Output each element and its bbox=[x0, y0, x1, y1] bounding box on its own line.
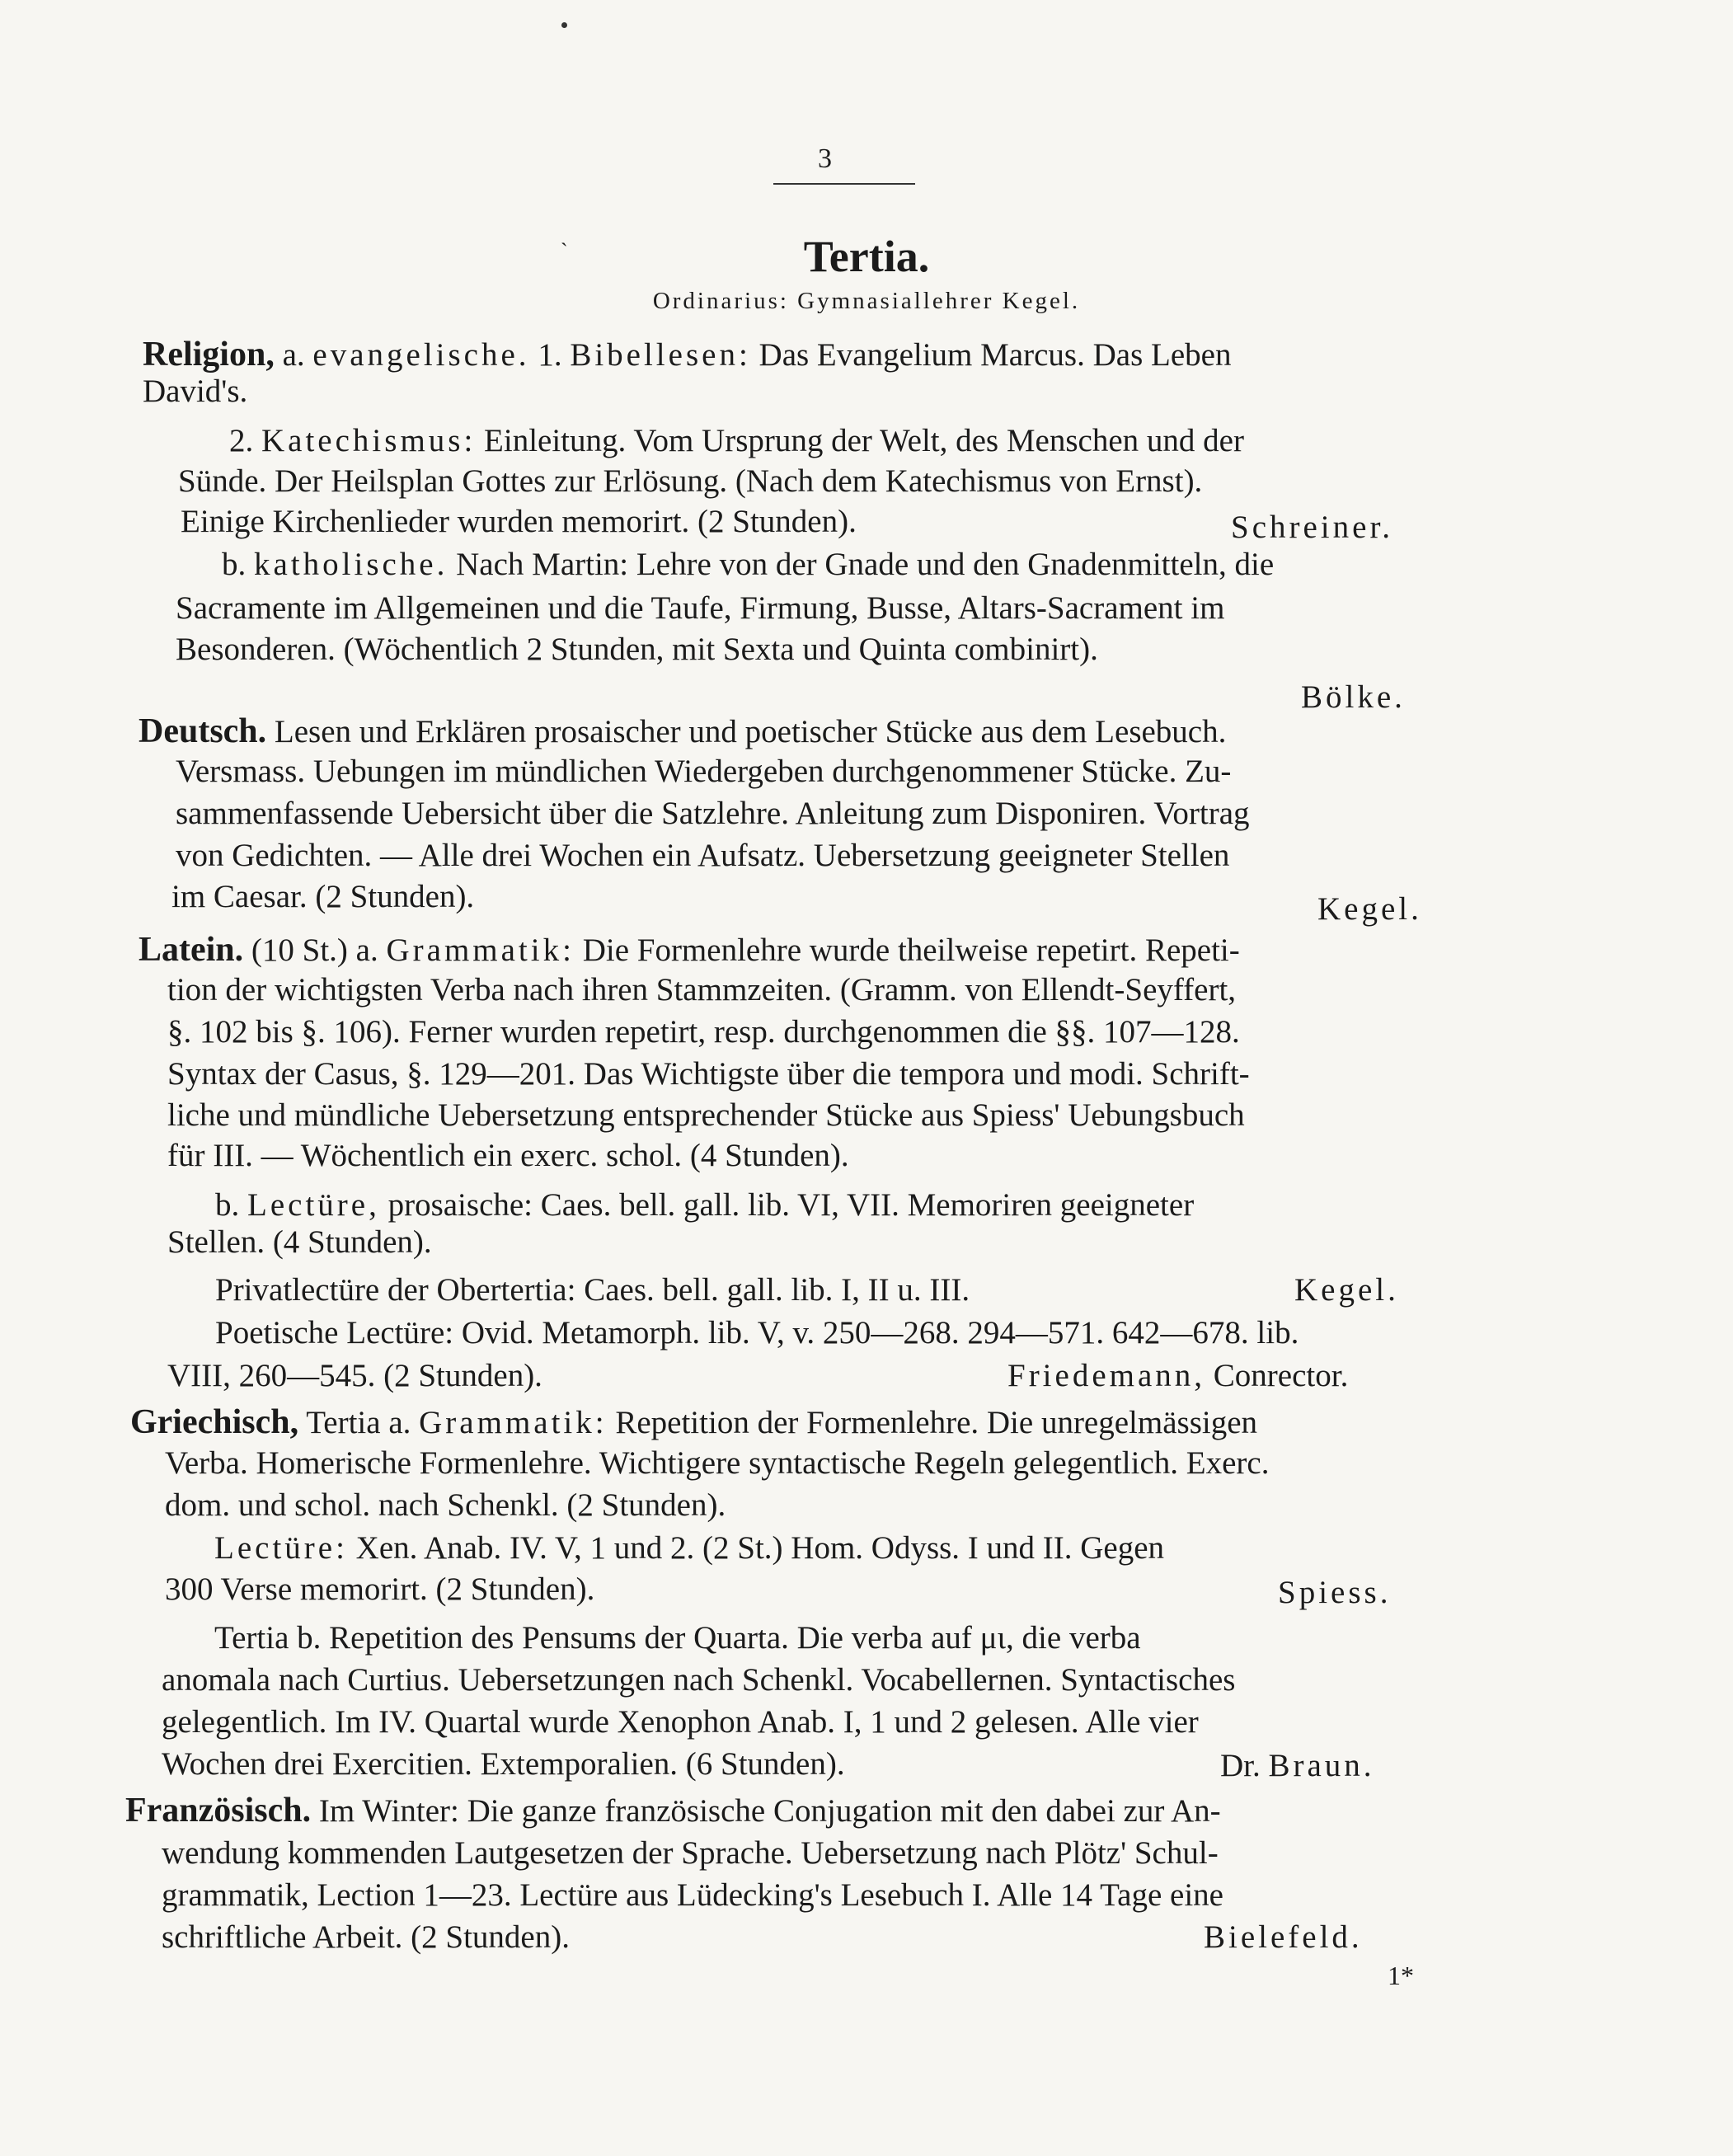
griechisch-line-6: Tertia b. Repetition des Pensums der Quarta. Die verba auf μι, die verba bbox=[214, 1620, 1141, 1656]
deutsch-heading: Deutsch. bbox=[139, 712, 267, 750]
teacher-schreiner: Schreiner. bbox=[1231, 510, 1394, 545]
latein-line-8: Stellen. (4 Stunden). bbox=[167, 1224, 432, 1260]
religion-heading: Religion, bbox=[143, 336, 275, 373]
latein-line-4: Syntax der Casus, §. 129—201. Das Wichtigste über die tempora und modi. Schrift- bbox=[167, 1056, 1250, 1092]
griechisch-line-8: gelegentlich. Im IV. Quartal wurde Xenophon Anab. I, 1 und 2 gelesen. Alle vier bbox=[162, 1704, 1199, 1740]
text: Xen. Anab. IV. V, 1 und 2. (2 St.) Hom. Odyss. I und II. Gegen bbox=[355, 1530, 1165, 1566]
text: Nach Martin: Lehre von der Gnade und den Gnadenmitteln, die bbox=[456, 547, 1275, 582]
text: Die Formenlehre wurde theilweise repetirt. Repeti- bbox=[582, 932, 1240, 968]
ink-tick: ` bbox=[561, 239, 568, 263]
teacher-boelke: Bölke. bbox=[1301, 679, 1406, 715]
page-title: Tertia. bbox=[803, 232, 930, 281]
ordinarius-line: Ordinarius: Gymnasiallehrer Kegel. bbox=[652, 288, 1081, 314]
latein-heading: Latein. bbox=[139, 931, 244, 969]
text: b. bbox=[215, 1187, 240, 1223]
deutsch-line-2: Versmass. Uebungen im mündlichen Wiedergeben durchgenommener Stücke. Zu- bbox=[176, 754, 1232, 789]
griechisch-line-3: dom. und schol. nach Schenkl. (2 Stunden). bbox=[165, 1487, 726, 1523]
latein-line-7 bbox=[215, 1189, 1194, 1221]
latein-line-2: tion der wichtigsten Verba nach ihren Stammzeiten. (Gramm. von Ellendt-Seyffert, bbox=[167, 972, 1237, 1008]
text: evangelische. bbox=[312, 337, 530, 373]
signature-mark: 1* bbox=[1388, 1961, 1414, 1990]
deutsch-line-3: sammenfassende Uebersicht über die Satzlehre. Anleitung zum Disponiren. Vortrag bbox=[176, 796, 1250, 831]
latein-line-10: Poetische Lectüre: Ovid. Metamorph. lib. V, v. 250—268. 294—571. 642—678. lib. bbox=[215, 1315, 1299, 1350]
page-number: 3 bbox=[818, 143, 832, 174]
text: Katechismus: bbox=[261, 423, 477, 458]
teacher-spiess: Spiess. bbox=[1278, 1575, 1392, 1610]
religion-line-4: Sünde. Der Heilsplan Gottes zur Erlösung. (Nach dem Katechismus von Ernst). bbox=[178, 463, 1203, 499]
text: Lectüre: bbox=[214, 1530, 348, 1566]
text: Repetition der Formenlehre. Die unregelmässigen bbox=[615, 1405, 1258, 1440]
teacher-braun bbox=[1220, 1750, 1375, 1782]
religion-line-5: Einige Kirchenlieder wurden memorirt. (2 Stunden). bbox=[181, 504, 857, 539]
latein-line-6: für III. — Wöchentlich ein exerc. schol. (4 Stunden). bbox=[167, 1138, 849, 1173]
teacher-kegel: Kegel. bbox=[1317, 891, 1422, 927]
text: Lesen und Erklären prosaischer und poetischer Stücke aus dem Lesebuch. bbox=[274, 714, 1227, 749]
text: Conrector. bbox=[1213, 1358, 1349, 1393]
text: Grammatik: bbox=[386, 932, 575, 968]
religion-line-7: Sacramente im Allgemeinen und die Taufe, Firmung, Busse, Altars-Sacrament im bbox=[176, 590, 1225, 626]
text: prosaische: Caes. bell. gall. lib. VI, VII. Memoriren geeigneter bbox=[387, 1187, 1195, 1223]
griechisch-line-1 bbox=[130, 1405, 1257, 1440]
deutsch-line-4: von Gedichten. — Alle drei Wochen ein Aufsatz. Uebersetzung geeigneter Stellen bbox=[176, 838, 1230, 873]
text: Dr. bbox=[1220, 1748, 1261, 1783]
ink-speck bbox=[561, 22, 567, 28]
text: Braun. bbox=[1268, 1748, 1375, 1783]
teacher-kegel-2: Kegel. bbox=[1294, 1272, 1399, 1308]
text: b. bbox=[222, 547, 247, 582]
griechisch-line-7: anomala nach Curtius. Uebersetzungen nach Schenkl. Vocabellernen. Syntactisches bbox=[162, 1662, 1236, 1698]
religion-line-6 bbox=[222, 548, 1274, 580]
franzoesisch-line-2: wendung kommenden Lautgesetzen der Sprache. Uebersetzung nach Plötz' Schul- bbox=[162, 1835, 1219, 1871]
deutsch-line-5: im Caesar. (2 Stunden). bbox=[171, 879, 475, 914]
text: katholische. bbox=[254, 547, 449, 582]
header-rule bbox=[773, 183, 915, 185]
text: Grammatik: bbox=[419, 1405, 608, 1440]
teacher-bielefeld: Bielefeld. bbox=[1204, 1919, 1363, 1955]
religion-line-1 bbox=[143, 337, 1231, 372]
teacher-friedemann bbox=[1007, 1360, 1348, 1392]
latein-line-9: Privatlectüre der Obertertia: Caes. bell. gall. lib. I, II u. III. bbox=[215, 1272, 970, 1308]
text: Im Winter: Die ganze französische Conjugation mit den dabei zur An- bbox=[318, 1793, 1221, 1829]
latein-line-3: §. 102 bis §. 106). Ferner wurden repetirt, resp. durchgenommen die §§. 107—128. bbox=[167, 1014, 1240, 1050]
griechisch-heading: Griechisch, bbox=[130, 1403, 299, 1441]
latein-line-11: VIII, 260—545. (2 Stunden). bbox=[167, 1358, 542, 1393]
franzoesisch-line-1 bbox=[125, 1793, 1221, 1828]
franzoesisch-heading: Französisch. bbox=[125, 1792, 312, 1830]
religion-line-8: Besonderen. (Wöchentlich 2 Stunden, mit Sexta und Quinta combinirt). bbox=[176, 632, 1098, 667]
latein-line-1 bbox=[139, 932, 1240, 967]
latein-line-5: liche und mündliche Uebersetzung entsprechender Stücke aus Spiess' Uebungsbuch bbox=[167, 1097, 1245, 1133]
griechisch-line-4 bbox=[214, 1532, 1164, 1564]
text: Das Evangelium Marcus. Das Leben bbox=[758, 337, 1232, 373]
deutsch-line-1 bbox=[139, 714, 1226, 749]
religion-line-3 bbox=[229, 425, 1244, 457]
franzoesisch-line-4: schriftliche Arbeit. (2 Stunden). bbox=[162, 1919, 570, 1955]
religion-line-2: David's. bbox=[143, 373, 248, 409]
text: 1. bbox=[538, 337, 562, 373]
text: 2. bbox=[229, 423, 254, 458]
text: Einleitung. Vom Ursprung der Welt, des Menschen und der bbox=[484, 423, 1244, 458]
text: Tertia a. bbox=[306, 1405, 411, 1440]
text: (10 St.) a. bbox=[251, 932, 378, 968]
griechisch-line-2: Verba. Homerische Formenlehre. Wichtigere syntactische Regeln gelegentlich. Exerc. bbox=[165, 1445, 1270, 1481]
text: Bibellesen: bbox=[570, 337, 751, 373]
text: a. bbox=[282, 337, 305, 373]
franzoesisch-line-3: grammatik, Lection 1—23. Lectüre aus Lüdecking's Lesebuch I. Alle 14 Tage eine bbox=[162, 1877, 1223, 1913]
griechisch-line-9: Wochen drei Exercitien. Extemporalien. (6 Stunden). bbox=[162, 1746, 845, 1782]
griechisch-line-5: 300 Verse memorirt. (2 Stunden). bbox=[165, 1571, 595, 1607]
text: Friedemann, bbox=[1007, 1358, 1206, 1393]
text: Lectüre, bbox=[247, 1187, 380, 1223]
